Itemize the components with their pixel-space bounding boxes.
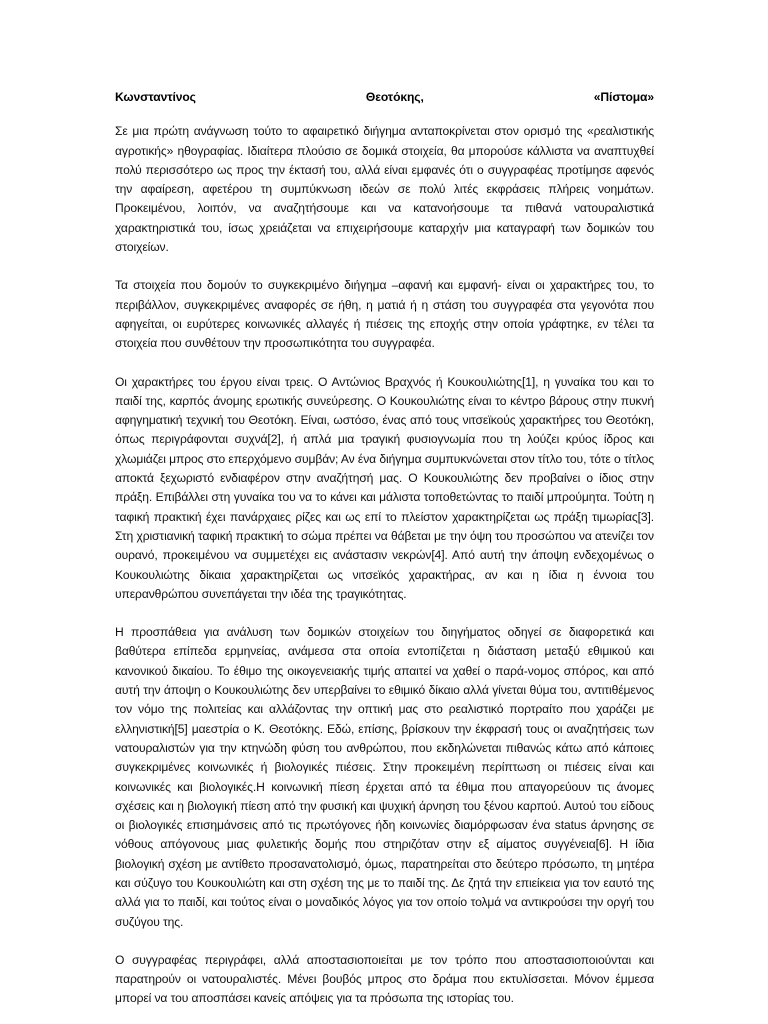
paragraph: Η προσπάθεια για ανάλυση των δομικών στοιχείων του διηγήματος οδηγεί σε διαφορετικά και βαθύτερα επίπεδα ερμηνείας, ανάμεσα στα οποία εντοπίζεται η διάσταση μεταξύ εθιμικού και κανονικού δικαίου. Το έθιμο της οικογενειακής τιμής απαιτεί να χαθεί ο παρά-νομος σπόρος, και από αυτή την άποψη ο Κουκουλιώτης δεν υπερβαίνει το εθιμικό δίκαιο αλλά γίνεται θύμα του, αντιτιθέμενος τον νόμο της πολιτείας και αλλάζοντας την οπτική μας στο ρεαλιστικό πορτραίτο που χαράζει με ελληνιστική[5] μαεστρία ο Κ. Θεοτόκης. Εδώ, επίσης, βρίσκουν την έκφρασή τους οι αναζητήσεις των νατουραλιστών για την κτηνώδη φύση του ανθρώπου, που εκδηλώνεται πιθανώς κάτω από κάποιες συγκεκριμένες κοινωνικές ή βιολογικές πιέσεις. Στην προκειμένη περίπτωση οι πιέσεις είναι και κοινωνικές και βιολογικές.Η κοινωνική πίεση έρχεται από τα έθιμα που απαγορεύουν τις άνομες σχέσεις και η βιολογική πίεση από την φυσική και ψυχική άρνηση του ξένου καρπού. Αυτού του είδους οι βιολογικές επισημάνσεις από τις πρωτόγονες ήδη κοινωνίες διαμόρφωσαν ένα status άρνησης σε νόθους απόγονους μιας φυλετικής δομής που στηριζόταν στην εξ αίματος συγγένεια[6]. Η ίδια βιολογική σχέση με αντίθετο προσανατολισμό, όμως, παρατηρείται στο δεύτερο πρόσωπο, τη μητέρα και σύζυγο του Κουκουλιώτη και στη σχέση της με το παιδί της. Δε ζητά την επιείκεια για τον εαυτό της αλλά για το παιδί, και τούτος είναι ο μοναδικός λόγος για τον οποίο τολμά να αντικρούσει την οργή του συζύγου της. bbox=[115, 625, 654, 929]
paragraph: Ο συγγραφέας περιγράφει, αλλά αποστασιοποιείται με τον τρόπο που αποστασιοποιούνται και παρατηρούν οι νατουραλιστές. Μένει βουβός μπρος στο δράμα που εκτυλίσσεται. Μόνον έμμεσα μπορεί να του αποσπάσει κανείς απόψεις για τα πρόσωπα της ιστορίας του. bbox=[115, 952, 654, 1006]
paragraph: Τα στοιχεία που δομούν το συγκεκριμένο διήγημα –αφανή και εμφανή- είναι οι χαρακτήρες του, το περιβάλλον, συγκεκριμένες αναφορές σε ήθη, η ματιά ή η στάση του συγγραφέα στα γεγονότα που αφηγείται, οι ευρύτερες κοινωνικές αλλαγές ή πιέσεις της εποχής στην οποία γράφτηκε, εν τέλει τα στοιχεία που συνθέτουν την προσωπικότητα του συγγραφέα. bbox=[115, 278, 654, 351]
paragraph: Σε μια πρώτη ανάγνωση τούτο το αφαιρετικό διήγημα ανταποκρίνεται στον ορισμό της «ρεαλιστικής αγροτικής» ηθογραφίας. Ιδιαίτερα πλούσιο σε δομικά στοιχεία, θα μπορούσε κάλλιστα να αναπτυχθεί πολύ περισσότερο ως προς την έκτασή του, αλλά είναι εμφανές ότι ο συγγραφέας προτίμησε αφενός την αφαίρεση, αφετέρου τη συμπύκνωση ιδεών σε πολύ λιτές εκφράσεις πλήρεις νοημάτων. Προκειμένου, λοιπόν, να αναζητήσουμε και να κατανοήσουμε τα πιθανά νατουραλιστικά χαρακτηριστικά του, ίσως χρειάζεται να επιχειρήσουμε καταρχήν μια καταγραφή των δομικών του στοιχείων. bbox=[115, 124, 654, 255]
author-last-name: Θεοτόκης, bbox=[365, 90, 424, 104]
work-title: «Πίστομα» bbox=[593, 90, 654, 104]
author-first-name: Κωνσταντίνος bbox=[115, 90, 196, 104]
paragraph: Οι χαρακτήρες του έργου είναι τρεις. Ο Αντώνιος Βραχνός ή Κουκουλιώτης[1], η γυναίκα του και το παιδί της, καρπός άνομης ερωτικής συνεύρεσης. Ο Κουκουλιώτης είναι το κέντρο βάρους στην πυκνή αφηγηματική τεχνική του Θεοτόκη. Είναι, ωστόσο, ένας από τους νιτσεϊκούς χαρακτήρες του Θεοτόκη, όπως περιγράφονται συχνά[2], ή απλά μια τραγική φυσιογνωμία που τη λούζει κρύος ίδρος και χλωμιάζει μπρος στο επερχόμενο συμβάν; Αν ένα διήγημα συμπυκνώνεται στον τίτλο του, τότε ο τίτλος αποκτά ξεχωριστό ενδιαφέρον στην αναζήτησή μας. Ο Κουκουλιώτης δεν προβαίνει ο ίδιος στην πράξη. Επιβάλλει στη γυναίκα του να το κάνει και μάλιστα τοποθετώντας το παιδί μπρούμητα. Τούτη η ταφική πρακτική έχει πανάρχαιες ρίζες και ως επί το πλείστον χαρακτηρίζεται ως πράξη τιμωρίας[3]. Στη χριστιανική ταφική πρακτική το σώμα πρέπει να θάβεται με την όψη του προσώπου να ατενίζει τον ουρανό, προκειμένου να συμμετέχει εις ανάστασιν νεκρών[4]. Από αυτή την άποψη ενδεχομένως ο Κουκουλιώτης δίκαια χαρακτηρίζεται ως νιτσεϊκός χαρακτήρας, αν και η ίδια η έννοια του υπερανθρώπου συνεπάγεται την ιδέα της τραγικότητας. bbox=[115, 374, 654, 601]
document-page bbox=[115, 88, 654, 1009]
title-line bbox=[115, 88, 654, 107]
